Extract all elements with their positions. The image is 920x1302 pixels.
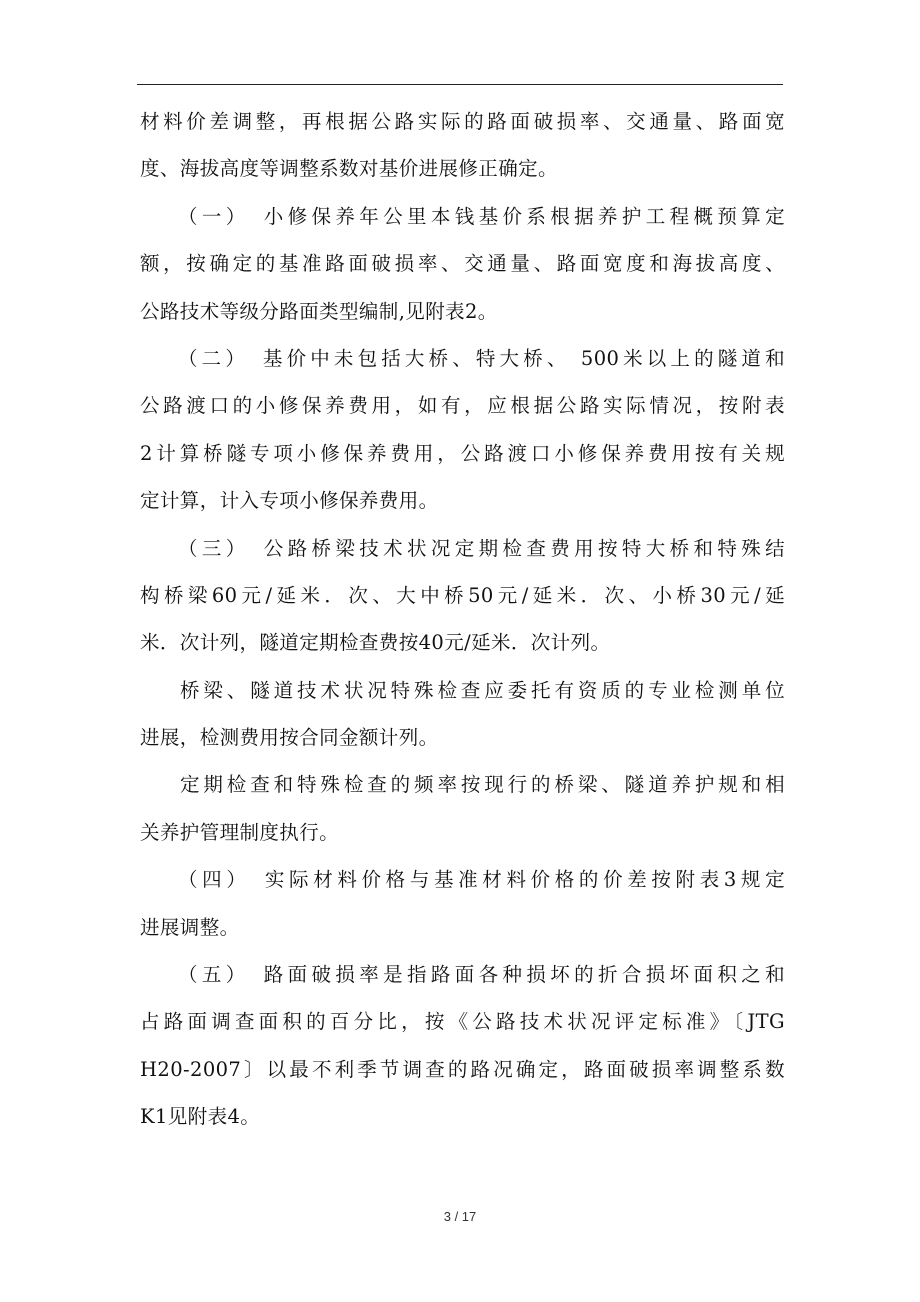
text-line: 公路渡口的小修保养费用，如有，应根据公路实际情况，按附表 [140, 394, 785, 418]
list-item-2-line: （二） 基价中未包括大桥、特大桥、 500米以上的隧道和 [178, 346, 785, 370]
text-line: 定计算，计入专项小修保养费用。 [140, 489, 439, 513]
text-line: 构桥梁60元/延米．次、大中桥50元/延米．次、小桥30元/延 [140, 583, 785, 607]
header-rule [137, 84, 783, 85]
list-item-5-line: （五） 路面破损率是指路面各种损坏的折合损坏面积之和 [178, 963, 785, 987]
list-item-3-line: （三） 公路桥梁技术状况定期检查费用按特大桥和特殊结 [178, 536, 785, 560]
page-number: 3 / 17 [443, 1209, 477, 1224]
document-body [140, 98, 785, 1141]
paragraph-line: 桥梁、隧道技术状况特殊检查应委托有资质的专业检测单位 [180, 678, 785, 702]
text-line: 进展，检测费用按合同金额计列。 [140, 726, 439, 750]
text-line: 关养护管理制度执行。 [140, 820, 340, 844]
list-item-4-line: （四） 实际材料价格与基准材料价格的价差按附表3规定 [178, 868, 785, 892]
list-item-1-line: （一） 小修保养年公里本钱基价系根据养护工程概预算定 [178, 204, 785, 228]
text-line: 2计算桥隧专项小修保养费用，公路渡口小修保养费用按有关规 [140, 441, 785, 465]
paragraph-line: 定期检查和特殊检查的频率按现行的桥梁、隧道养护规和相 [180, 773, 785, 797]
text-line: H20-2007〕以最不利季节调查的路况确定，路面破损率调整系数 [140, 1057, 785, 1081]
text-line: K1见附表4。 [140, 1105, 261, 1129]
text-line: 公路技术等级分路面类型编制,见附表2。 [140, 299, 498, 323]
text-line: 占路面调查面积的百分比，按《公路技术状况评定标准》〔JTG [140, 1010, 785, 1034]
text-line: 米．次计列，隧道定期检查费按40元/延米．次计列。 [140, 631, 611, 655]
text-line: 进展调整。 [140, 915, 240, 939]
text-line: 额，按确定的基准路面破损率、交通量、路面宽度和海拔高度、 [140, 252, 785, 276]
text-line: 度、海拔高度等调整系数对基价进展修正确定。 [140, 157, 558, 181]
text-line: 材料价差调整，再根据公路实际的路面破损率、交通量、路面宽 [140, 110, 785, 133]
